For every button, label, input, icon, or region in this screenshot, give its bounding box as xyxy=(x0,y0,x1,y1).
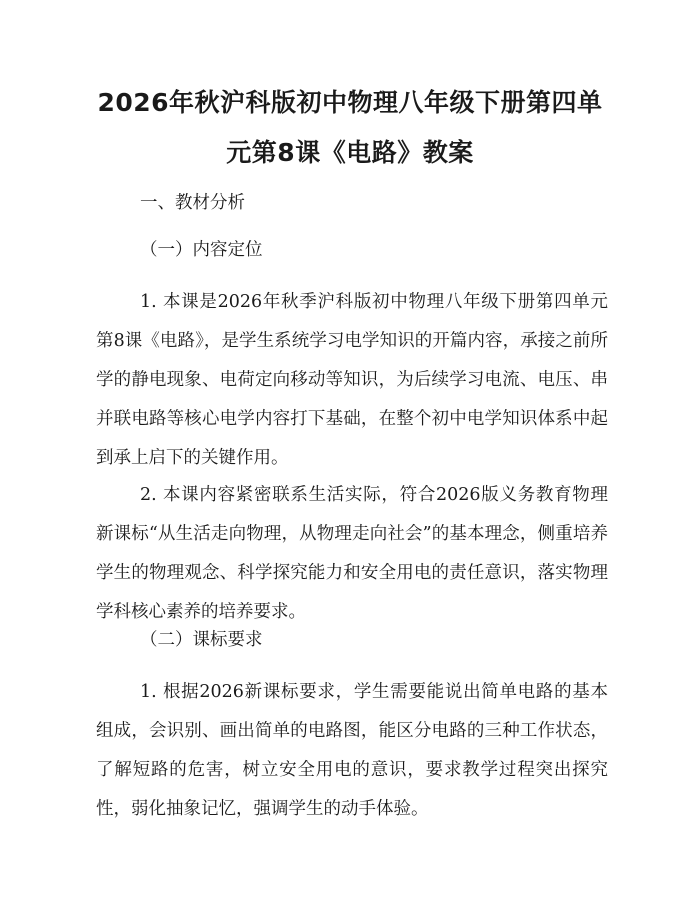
subsection-heading-content-positioning: （一）内容定位 xyxy=(140,240,263,260)
paragraph-content-positioning-1: 1. 本课是2026年秋季沪科版初中物理八年级下册第四单元第8课《电路》，是学生系统学习电学知识的开篇内容，承接之前所学的静电现象、电荷定向移动等知识，为后续学习电流、电压、串并联电路等核心电学内容打下基础，在整个初中电学知识体系中起到承上启下的关键作用。 xyxy=(96,292,608,468)
paragraph-curriculum-requirements-1: 1. 根据2026新课标要求，学生需要能说出简单电路的基本组成，会识别、画出简单的电路图，能区分电路的三种工作状态，了解短路的危害，树立安全用电的意识，要求教学过程突出探究性，弱化抽象记忆，强调学生的动手体验。 xyxy=(96,682,608,819)
section-heading-teaching-material-analysis: 一、教材分析 xyxy=(140,193,245,213)
subsection-heading-curriculum-requirements: （二）课标要求 xyxy=(140,630,263,650)
paragraph-content-positioning-2: 2. 本课内容紧密联系生活实际，符合2026版义务教育物理新课标“从生活走向物理，从物理走向社会”的基本理念，侧重培养学生的物理观念、科学探究能力和安全用电的责任意识，落实物理学科核心素养的培养要求。 xyxy=(96,485,608,622)
document-title: 2026年秋沪科版初中物理八年级下册第四单元第8课《电路》教案 xyxy=(97,88,603,167)
